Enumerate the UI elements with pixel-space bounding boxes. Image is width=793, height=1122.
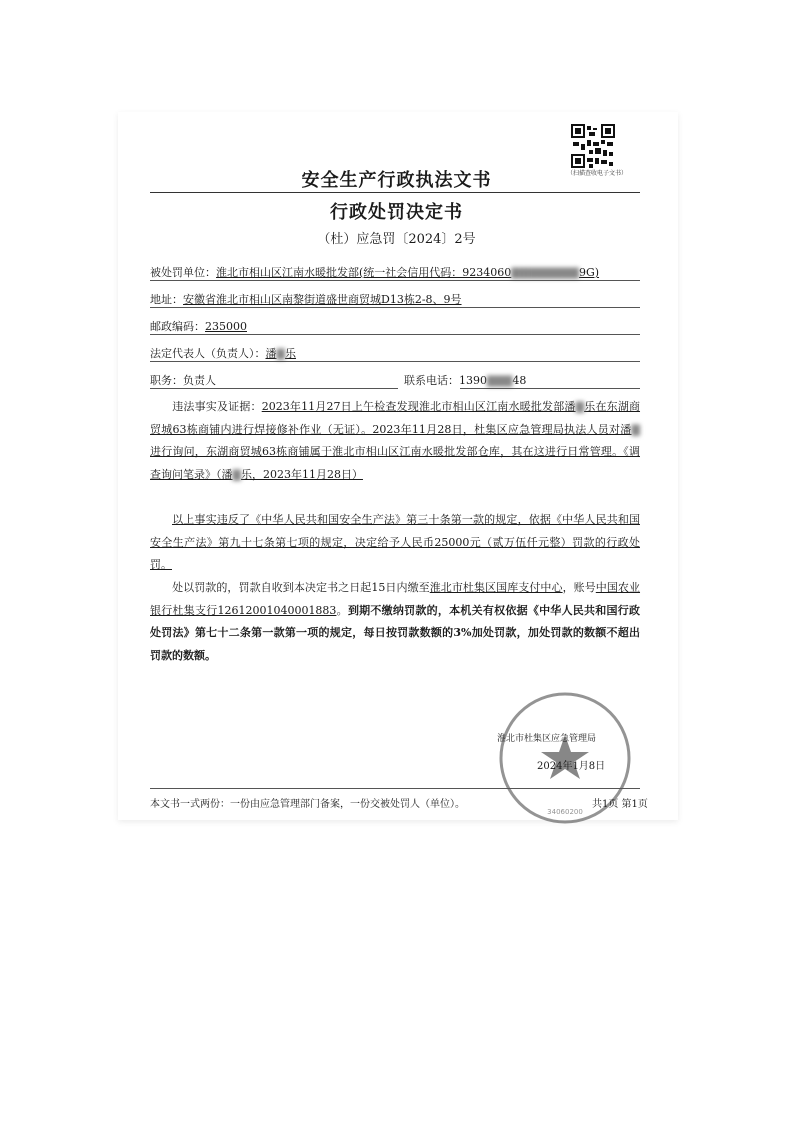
punished-unit-label: 被处罚单位： (150, 266, 216, 279)
field-underline (150, 361, 640, 362)
legal-rep-label: 法定代表人（负责人）： (150, 347, 266, 360)
postcode-label: 邮政编码： (150, 320, 205, 333)
punished-unit-field (150, 264, 599, 280)
qr-caption: （扫描查收电子文书） (566, 170, 627, 177)
field-underline (150, 280, 640, 281)
issue-date: 2024年1月8日 (537, 761, 606, 772)
footer-divider (150, 788, 640, 789)
field-underline (150, 307, 640, 308)
page-number: 共1页 第1页 (592, 799, 648, 810)
svg-text:34060200: 34060200 (547, 808, 583, 816)
title-divider (150, 192, 640, 193)
qr-code-icon (571, 124, 615, 168)
position-label: 职务： (150, 374, 183, 387)
postcode-field (150, 318, 247, 334)
punished-unit-value: 淮北市相山区江南水暖批发部(统一社会信用代码：9234060▇▇▇▇▇▇▇▇9G) (216, 266, 600, 279)
issuing-authority: 淮北市杜集区应急管理局 (497, 734, 597, 744)
copies-note: 本文书一式两份：一份由应急管理部门备案，一份交被处罚人（单位）。 (150, 799, 465, 810)
phone-field (404, 372, 526, 388)
legal-rep-field (150, 345, 296, 361)
position-field (150, 372, 216, 388)
document-type-title: 安全生产行政执法文书 (301, 170, 492, 191)
document-title: 行政处罚决定书 (330, 202, 463, 223)
decision-paragraph: 以上事实违反了《中华人民共和国安全生产法》第三十条第一款的规定，依据《中华人民共和国安全生产法》第九十七条第七项的规定，决定给予人民币25000元（贰万伍仟元整）罚款的行政处罚。 (150, 513, 640, 571)
violation-facts-paragraph: 违法事实及证据：2023年11月27日上午检查发现淮北市相山区江南水暖批发部潘▇乐在东湖商贸城63栋商铺内进行焊接修补作业（无证）。2023年11月28日，杜集区应急管理局执法人员对潘▇进行询问，东湖商贸城63栋商铺属于淮北市相山区江南水暖批发部仓库，其在这进行日常管理。《调查询问笔录》（潘▇乐，2023年11月28日） (150, 400, 641, 481)
document-number: （杜）应急罚〔2024〕2号 (317, 232, 476, 247)
postcode-value: 235000 (205, 320, 247, 333)
address-field (150, 291, 462, 307)
field-underline (460, 388, 640, 389)
field-underline (150, 388, 398, 389)
phone-value: 1390▇▇▇48 (459, 374, 527, 387)
address-label: 地址： (150, 293, 183, 306)
field-underline (150, 334, 640, 335)
position-value: 负责人 (183, 374, 216, 387)
legal-rep-value: 潘▇乐 (265, 347, 296, 360)
phone-label: 联系电话： (404, 374, 459, 387)
payment-paragraph: 处以罚款的，罚款自收到本决定书之日起15日内缴至淮北市杜集区国库支付中心，账号中国农业银行杜集支行12612001040001883。到期不缴纳罚款的，本机关有权依据《中华人民共和国行政处罚法》第七十二条第一款第一项的规定，每日按罚款数额的3%加处罚款，加处罚款的数额不超出罚款的数额。 (150, 581, 641, 662)
address-value: 安徽省淮北市相山区南黎街道盛世商贸城D13栋2-8、9号 (183, 293, 462, 306)
